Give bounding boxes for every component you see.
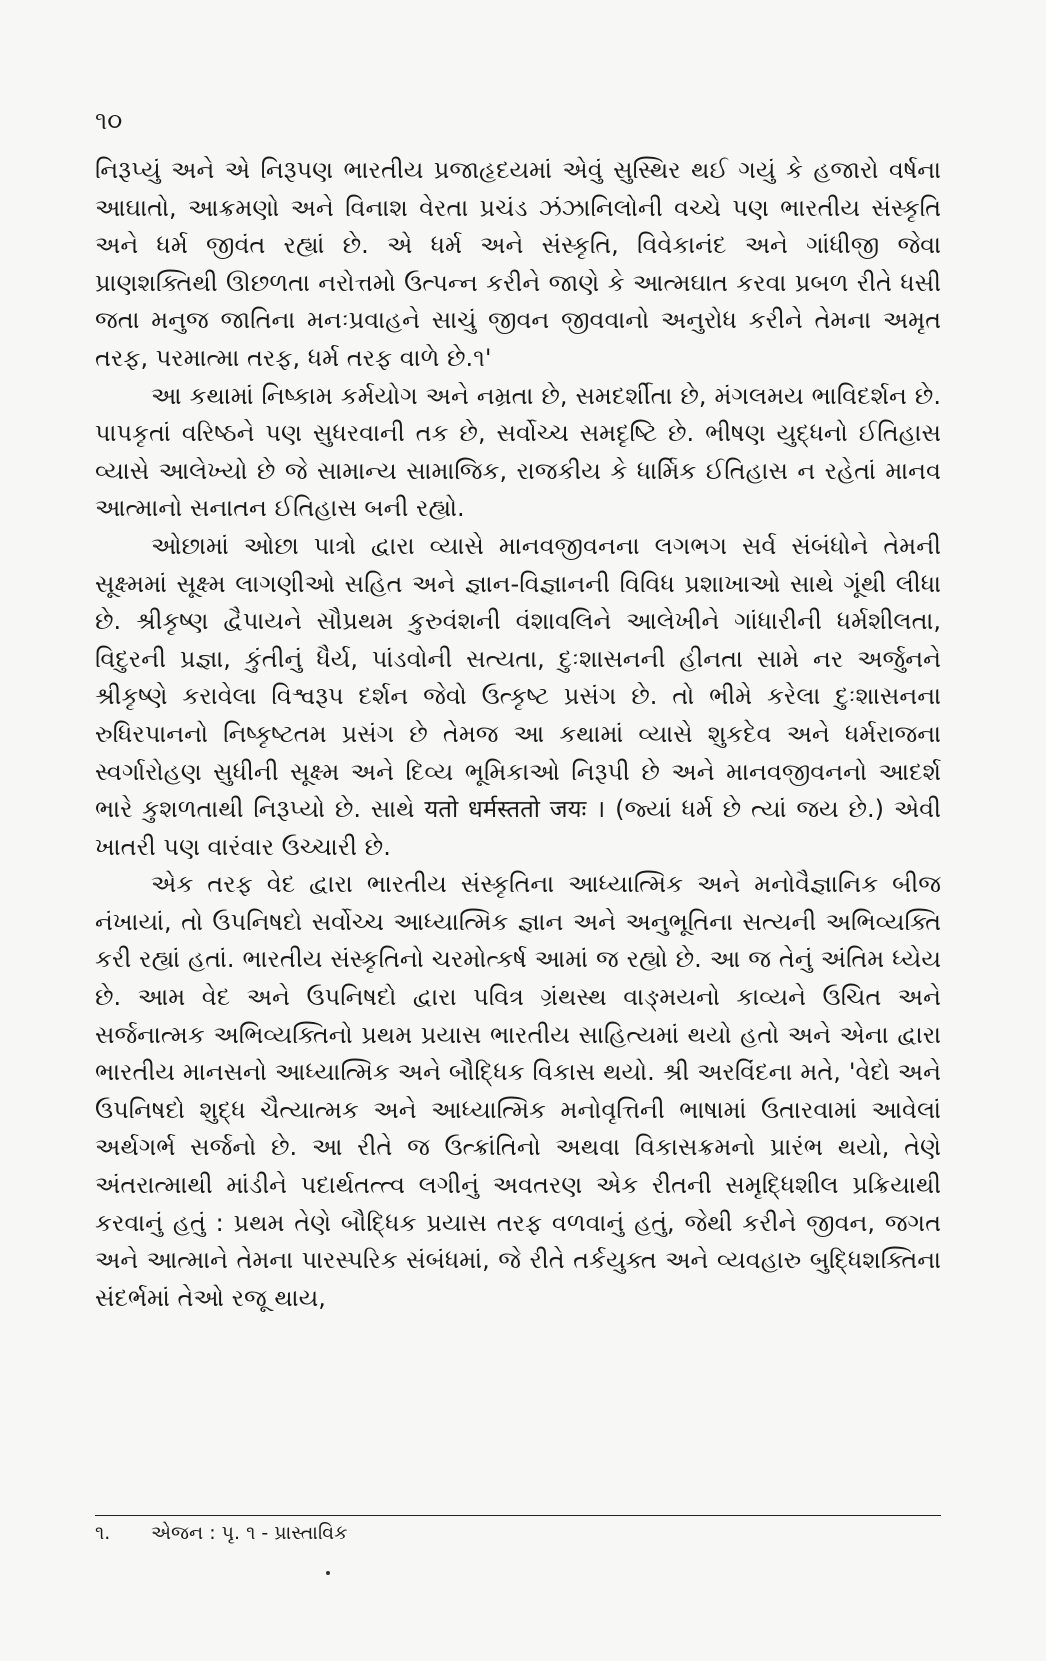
footnote-divider (95, 1515, 941, 1516)
footnote (95, 1522, 348, 1544)
paragraph-2: આ કથામાં નિષ્કામ કર્મયોગ અને નમ્રતા છે, સમદર્શીતા છે, મંગલમય ભાવિદર્શન છે. પાપકૃતાં વરિષ્ઠને પણ સુધરવાની તક છે, સર્વોચ્ચ સમદૃષ્ટિ છે. ભીષણ યુદ્ધનો ઈતિહાસ વ્યાસે આલેખ્યો છે જે સામાન્ય સામાજિક, રાજકીય કે ધાર્મિક ઈતિહાસ ન રહેતાં માનવ આત્માનો સનાતન ઈતિહાસ બની રહ્યો. (95, 381, 941, 523)
ink-speck (326, 1571, 330, 1575)
footnote-text: એજન : પૃ. ૧ - પ્રાસ્તાવિક (151, 1522, 348, 1544)
paragraph-4: એક તરફ વેદ દ્વારા ભારતીય સંસ્કૃતિના આધ્યાત્મિક અને મનોવૈજ્ઞાનિક બીજ નંખાયાં, તો ઉપનિષદો સર્વોચ્ચ આધ્યાત્મિક જ્ઞાન અને અનુભૂતિના સત્યની અભિવ્યક્તિ કરી રહ્યાં હતાં. ભારતીય સંસ્કૃતિનો ચરમોત્કર્ષ આમાં જ રહ્યો છે. આ જ તેનું અંતિમ ધ્યેય છે. આમ વેદ અને ઉપનિષદો દ્વારા પવિત્ર ગ્રંથસ્થ વાઙ્મયનો કાવ્યને ઉચિત અને સર્જનાત્મક અભિવ્યક્તિનો પ્રથમ પ્રયાસ ભારતીય સાહિત્યમાં થયો હતો અને એના દ્વારા ભારતીય માનસનો આધ્યાત્મિક અને બૌદ્ધિક વિકાસ થયો. શ્રી અરવિંદના મતે, 'વેદો અને ઉપનિષદો શુદ્ધ ચૈત્યાત્મક અને આધ્યાત્મિક મનોવૃત્તિની ભાષામાં ઉતારવામાં આવેલાં અર્થગર્ભ સર્જનો છે. આ રીતે જ ઉત્ક્રાંતિનો અથવા વિકાસક્રમનો પ્રારંભ થયો, તેણે અંતરાત્માથી માંડીને પદાર્થતત્ત્વ લગીનું અવતરણ એક રીતની સમૃદ્ધિશીલ પ્રક્રિયાથી કરવાનું હતું : પ્રથમ તેણે બૌદ્ધિક પ્રયાસ તરફ વળવાનું હતું, જેથી કરીને જીવન, જગત અને આત્માને તેમના પારસ્પરિક સંબંધમાં, જે રીતે તર્કયુક્ત અને વ્યવહારુ બુદ્ધિશક્તિના સંદર્ભમાં તેઓ રજૂ થાય, (95, 870, 941, 1312)
paragraph-3: ઓછામાં ઓછા પાત્રો દ્વારા વ્યાસે માનવજીવનના લગભગ સર્વ સંબંધોને તેમની સૂક્ષ્મમાં સૂક્ષ્મ લાગણીઓ સહિત અને જ્ઞાન-વિજ્ઞાનની વિવિધ પ્રશાખાઓ સાથે ગૂંથી લીધા છે. શ્રીકૃષ્ણ દ્વૈપાયને સૌપ્રથમ કુરુવંશની વંશાવલિને આલેખીને ગાંધારીની ધર્મશીલતા, વિદુરની પ્રજ્ઞા, કુંતીનું ધૈર્ય, પાંડવોની સત્યતા, દુઃશાસનની હીનતા સામે નર અર્જુનને શ્રીકૃષ્ણે કરાવેલા વિશ્વરૂપ દર્શન જેવો ઉત્કૃષ્ટ પ્રસંગ છે. તો ભીમે કરેલા દુઃશાસનના રુધિરપાનનો નિષ્કૃષ્ટતમ પ્રસંગ છે તેમજ આ કથામાં વ્યાસે શુકદેવ અને ધર્મરાજના સ્વર્ગારોહણ સુધીની સૂક્ષ્મ અને દિવ્ય ભૂમિકાઓ નિરૂપી છે અને માનવજીવનનો આદર્શ ભારે કુશળતાથી નિરૂપ્યો છે. સાથે यतो धर्मस्ततो जयः । (જ્યાં ધર્મ છે ત્યાં જય છે.) એવી ખાતરી પણ વારંવાર ઉચ્ચારી છે. (95, 531, 941, 861)
paragraph-1: નિરૂપ્યું અને એ નિરૂપણ ભારતીય પ્રજાહૃદયમાં એવું સુસ્થિર થઈ ગયું કે હજારો વર્ષના આઘાતો, આક્રમણો અને વિનાશ વેરતા પ્રચંડ ઝંઝાનિલોની વચ્ચે પણ ભારતીય સંસ્કૃતિ અને ધર્મ જીવંત રહ્યાં છે. એ ધર્મ અને સંસ્કૃતિ, વિવેકાનંદ અને ગાંધીજી જેવા પ્રાણશક્તિથી ઊછળતા નરોત્તમો ઉત્પન્ન કરીને જાણે કે આત્મઘાત કરવા પ્રબળ રીતે ધસી જતા મનુજ જાતિના મનઃપ્રવાહને સાચું જીવન જીવવાનો અનુરોધ કરીને તેમના અમૃત તરફ, પરમાત્મા તરફ, ધર્મ તરફ વાળે છે.૧' (95, 156, 941, 372)
footnote-number: ૧. (95, 1522, 111, 1544)
body-text (95, 152, 941, 1317)
page-number: ૧૦ (95, 106, 123, 135)
